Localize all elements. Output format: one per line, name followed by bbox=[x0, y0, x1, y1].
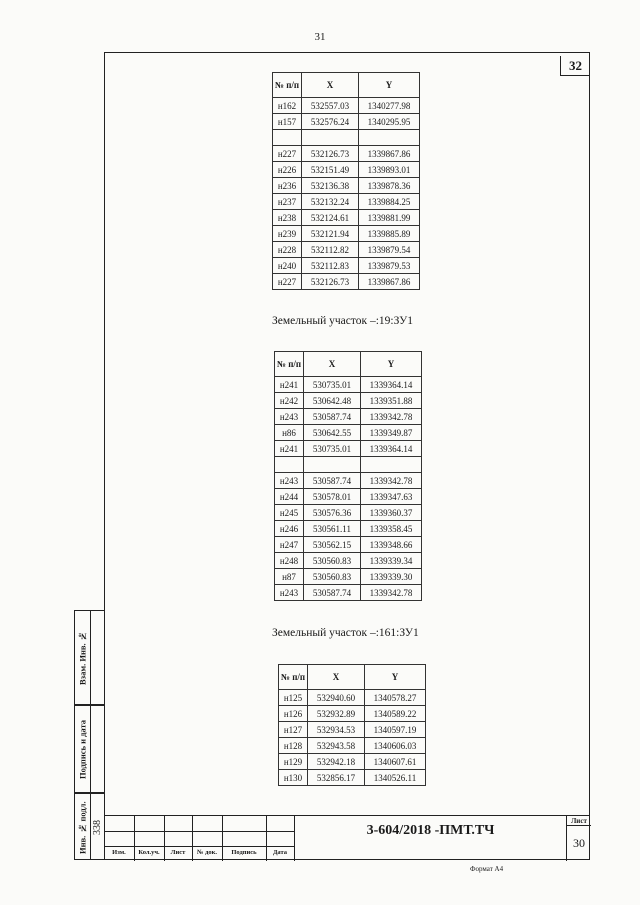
header-data: Дата bbox=[272, 849, 288, 856]
table-cell: 1339885.89 bbox=[359, 226, 420, 242]
table-cell: 1339881.99 bbox=[359, 210, 420, 226]
table-cell: 530642.55 bbox=[304, 425, 361, 441]
table-cell: 1340606.03 bbox=[365, 738, 426, 754]
column-header-num: № п/п bbox=[275, 352, 304, 377]
sheet-number: 30 bbox=[573, 836, 585, 850]
table-cell: 530587.74 bbox=[304, 473, 361, 489]
table-cell: 532856.17 bbox=[308, 770, 365, 786]
table-cell: н162 bbox=[273, 98, 302, 114]
table-cell: 532112.82 bbox=[302, 242, 359, 258]
table-cell: н236 bbox=[273, 178, 302, 194]
sheet-label: Лист bbox=[567, 817, 591, 826]
table-cell: 1339339.30 bbox=[361, 569, 422, 585]
table-cell: н227 bbox=[273, 274, 302, 290]
table-cell bbox=[275, 457, 304, 473]
table-cell: 532121.94 bbox=[302, 226, 359, 242]
table-cell: н237 bbox=[273, 194, 302, 210]
table-cell: 1340578.27 bbox=[365, 690, 426, 706]
table-cell: 1339339.34 bbox=[361, 553, 422, 569]
table-row bbox=[273, 146, 420, 162]
sheet-box bbox=[566, 816, 590, 861]
table-cell: 1340589.22 bbox=[365, 706, 426, 722]
table-cell: 532151.49 bbox=[302, 162, 359, 178]
table-cell: 1339867.86 bbox=[359, 274, 420, 290]
table-cell bbox=[304, 457, 361, 473]
table-cell: н86 bbox=[275, 425, 304, 441]
revision-grid bbox=[104, 816, 294, 861]
table-cell: н125 bbox=[279, 690, 308, 706]
table-cell: 530562.15 bbox=[304, 537, 361, 553]
side-label-podpis: Подпись и дата bbox=[77, 720, 88, 780]
table-cell: н243 bbox=[275, 473, 304, 489]
table-row bbox=[273, 274, 420, 290]
side-cell-podpis bbox=[74, 705, 104, 793]
coordinates-table-1 bbox=[272, 72, 420, 290]
table-cell: 1339884.25 bbox=[359, 194, 420, 210]
table-cell: 530587.74 bbox=[304, 585, 361, 601]
side-inv-value: 338 bbox=[92, 820, 103, 835]
table-row bbox=[275, 505, 422, 521]
table-row bbox=[275, 393, 422, 409]
coordinates-table-2 bbox=[274, 351, 422, 601]
table-cell: н243 bbox=[275, 585, 304, 601]
table-cell: 532942.18 bbox=[308, 754, 365, 770]
table-cell: н157 bbox=[273, 114, 302, 130]
table-cell: н239 bbox=[273, 226, 302, 242]
table-cell: 530560.83 bbox=[304, 553, 361, 569]
table-cell: 532932.89 bbox=[308, 706, 365, 722]
table-cell: 530642.48 bbox=[304, 393, 361, 409]
table-cell: 532112.83 bbox=[302, 258, 359, 274]
table-cell: 1339348.66 bbox=[361, 537, 422, 553]
table-header-row bbox=[275, 352, 422, 377]
table-cell: 532557.03 bbox=[302, 98, 359, 114]
header-izm: Изм. bbox=[112, 849, 126, 856]
table-cell: 1340597.19 bbox=[365, 722, 426, 738]
table-row bbox=[275, 377, 422, 393]
table-cell: н246 bbox=[275, 521, 304, 537]
table-cell: н227 bbox=[273, 146, 302, 162]
table-cell: н126 bbox=[279, 706, 308, 722]
table-row bbox=[273, 194, 420, 210]
table-cell: 1339867.86 bbox=[359, 146, 420, 162]
table-cell: 532126.73 bbox=[302, 146, 359, 162]
table-row bbox=[275, 553, 422, 569]
format-label: Формат А4 bbox=[470, 865, 504, 873]
table-cell: 1340607.61 bbox=[365, 754, 426, 770]
table-cell: 1340526.11 bbox=[365, 770, 426, 786]
table-cell: 1339879.54 bbox=[359, 242, 420, 258]
table-cell: н238 bbox=[273, 210, 302, 226]
title-block bbox=[104, 815, 590, 860]
table-cell: 530576.36 bbox=[304, 505, 361, 521]
table-cell: 532124.61 bbox=[302, 210, 359, 226]
table-row bbox=[275, 425, 422, 441]
side-label-inv: Инв. № подл. bbox=[77, 801, 88, 854]
table-cell: 530561.11 bbox=[304, 521, 361, 537]
table-cell: н226 bbox=[273, 162, 302, 178]
table-cell: н243 bbox=[275, 409, 304, 425]
document-code: 3-604/2018 -ПМТ.ТЧ bbox=[294, 816, 566, 861]
table-cell: н241 bbox=[275, 441, 304, 457]
column-header-x: X bbox=[304, 352, 361, 377]
table-cell: 1339364.14 bbox=[361, 441, 422, 457]
column-header-x: X bbox=[308, 665, 365, 690]
table-cell: н228 bbox=[273, 242, 302, 258]
table-row bbox=[275, 457, 422, 473]
side-cell-inv bbox=[74, 793, 104, 860]
table-cell: 532132.24 bbox=[302, 194, 359, 210]
table-row bbox=[275, 537, 422, 553]
table-row bbox=[273, 178, 420, 194]
table-row bbox=[273, 258, 420, 274]
table-cell bbox=[302, 130, 359, 146]
table-cell: 1340277.98 bbox=[359, 98, 420, 114]
table-row bbox=[275, 521, 422, 537]
side-label-vzam: Взам. Инв. № bbox=[77, 631, 88, 686]
column-header-num: № п/п bbox=[279, 665, 308, 690]
column-header-num: № п/п bbox=[273, 73, 302, 98]
table-row bbox=[273, 162, 420, 178]
table-cell: 1339351.88 bbox=[361, 393, 422, 409]
table-row bbox=[275, 489, 422, 505]
table-row bbox=[279, 738, 426, 754]
caption-parcel-19: Земельный участок –:19:ЗУ1 bbox=[272, 315, 413, 327]
coordinates-table-3 bbox=[278, 664, 426, 786]
table-cell: 1339879.53 bbox=[359, 258, 420, 274]
table-row bbox=[275, 441, 422, 457]
column-header-y: Y bbox=[365, 665, 426, 690]
table-cell bbox=[273, 130, 302, 146]
table-cell: н248 bbox=[275, 553, 304, 569]
table-cell: 532136.38 bbox=[302, 178, 359, 194]
table-cell: 530735.01 bbox=[304, 441, 361, 457]
table-cell: 1339360.37 bbox=[361, 505, 422, 521]
table-header-row bbox=[279, 665, 426, 690]
header-podpis: Подпись bbox=[231, 849, 257, 856]
table-cell: 530735.01 bbox=[304, 377, 361, 393]
table-cell: н245 bbox=[275, 505, 304, 521]
table-row bbox=[273, 210, 420, 226]
table-cell: н127 bbox=[279, 722, 308, 738]
table-row bbox=[279, 770, 426, 786]
page-number: 31 bbox=[314, 31, 326, 43]
table-cell: 1339342.78 bbox=[361, 585, 422, 601]
table-cell bbox=[361, 457, 422, 473]
table-cell: н247 bbox=[275, 537, 304, 553]
table-row bbox=[273, 226, 420, 242]
table-cell: н241 bbox=[275, 377, 304, 393]
header-doc-num: № док. bbox=[196, 849, 218, 856]
table-cell: 1339878.36 bbox=[359, 178, 420, 194]
table-cell: 1339349.87 bbox=[361, 425, 422, 441]
column-header-x: X bbox=[302, 73, 359, 98]
table-cell: н244 bbox=[275, 489, 304, 505]
caption-parcel-161: Земельный участок –:161:ЗУ1 bbox=[272, 627, 419, 639]
table-row bbox=[275, 585, 422, 601]
table-cell: н240 bbox=[273, 258, 302, 274]
table-row bbox=[279, 754, 426, 770]
table-cell: 1339893.01 bbox=[359, 162, 420, 178]
table-row bbox=[279, 706, 426, 722]
table-row bbox=[273, 242, 420, 258]
table-cell: 1339342.78 bbox=[361, 409, 422, 425]
table-cell: н130 bbox=[279, 770, 308, 786]
table-row bbox=[279, 690, 426, 706]
table-cell: 530560.83 bbox=[304, 569, 361, 585]
table-cell: н87 bbox=[275, 569, 304, 585]
table-cell: н129 bbox=[279, 754, 308, 770]
table-cell: 532576.24 bbox=[302, 114, 359, 130]
table-header-row bbox=[273, 73, 420, 98]
table-cell: н128 bbox=[279, 738, 308, 754]
table-cell: 1340295.95 bbox=[359, 114, 420, 130]
table-cell: 1339342.78 bbox=[361, 473, 422, 489]
table-cell: н242 bbox=[275, 393, 304, 409]
table-row bbox=[275, 473, 422, 489]
column-header-y: Y bbox=[361, 352, 422, 377]
header-list: Лист bbox=[170, 849, 186, 856]
table-row bbox=[273, 98, 420, 114]
table-cell: 1339364.14 bbox=[361, 377, 422, 393]
table-cell: 530587.74 bbox=[304, 409, 361, 425]
table-cell: 1339347.63 bbox=[361, 489, 422, 505]
sheet-box-number: 32 bbox=[560, 56, 590, 76]
table-cell: 532126.73 bbox=[302, 274, 359, 290]
table-cell: 530578.01 bbox=[304, 489, 361, 505]
table-row bbox=[273, 114, 420, 130]
column-header-y: Y bbox=[359, 73, 420, 98]
header-kol-uch: Кол.уч. bbox=[138, 849, 160, 856]
table-row bbox=[275, 569, 422, 585]
side-cell-vzam bbox=[74, 610, 104, 705]
table-cell: 532940.60 bbox=[308, 690, 365, 706]
table-cell: 1339358.45 bbox=[361, 521, 422, 537]
table-cell: 532943.58 bbox=[308, 738, 365, 754]
table-cell bbox=[359, 130, 420, 146]
table-cell: 532934.53 bbox=[308, 722, 365, 738]
table-row bbox=[273, 130, 420, 146]
table-row bbox=[279, 722, 426, 738]
table-row bbox=[275, 409, 422, 425]
